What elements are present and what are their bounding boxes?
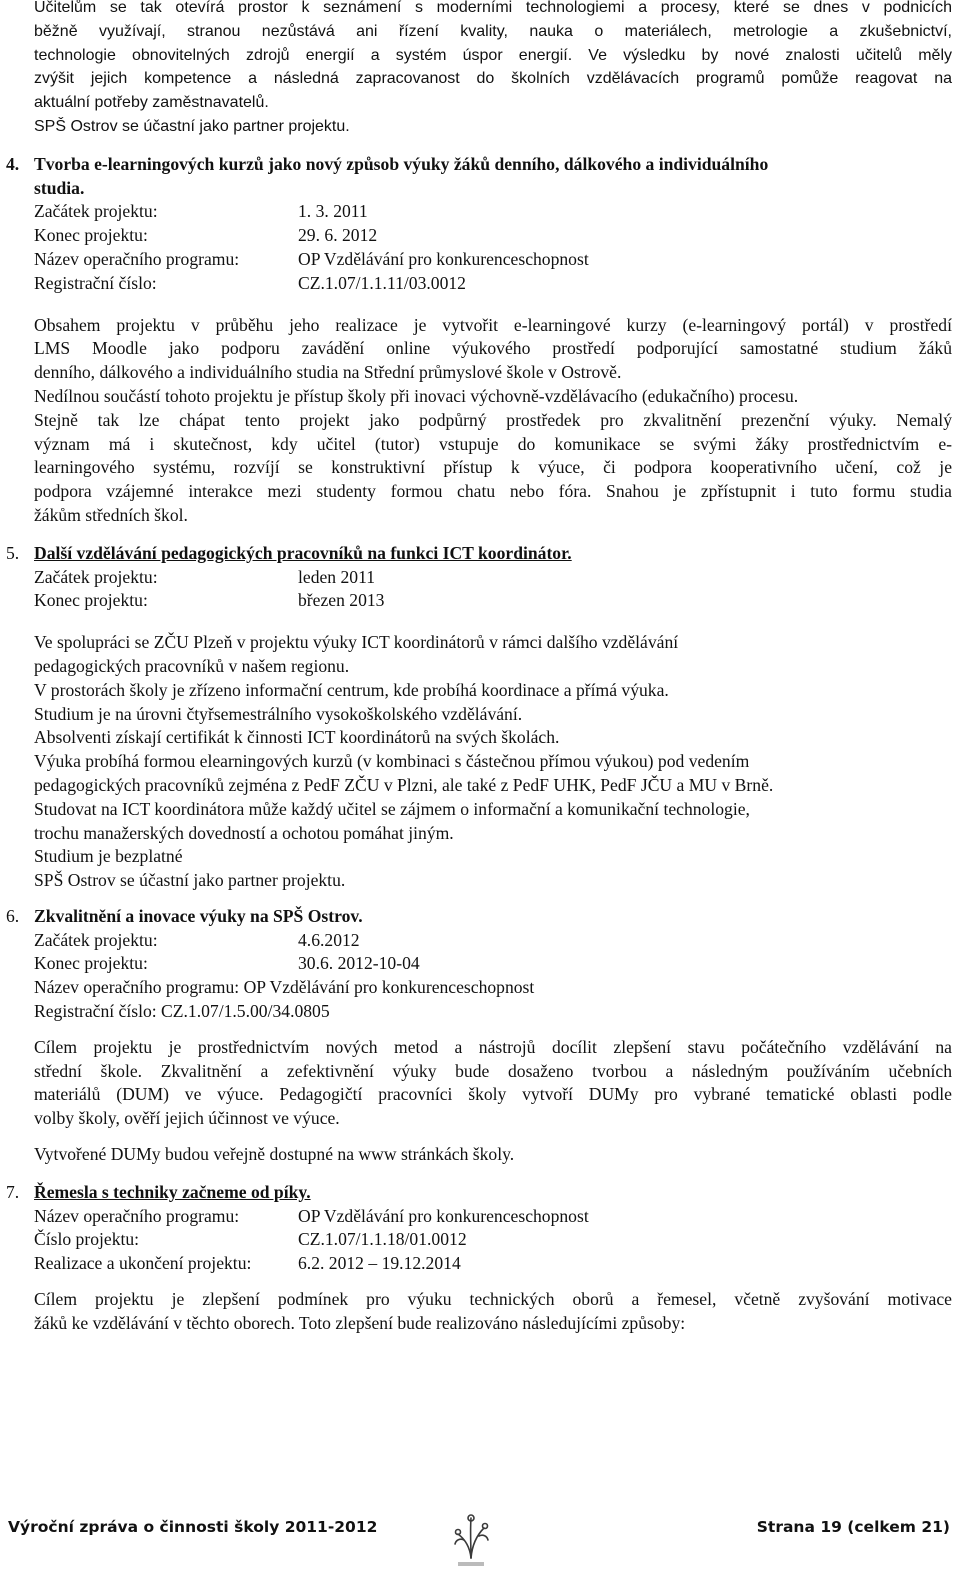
field-value: 1. 3. 2011 (298, 201, 368, 222)
registration-number (34, 272, 952, 296)
closing-line: Vytvořené DUMy budou veřejně dostupné na www stránkách školy. (34, 1144, 515, 1165)
intro-line: technologie obnovitelných zdrojů energií a systém úspor energií. Ve výsledku by nové znalosti učitelů měly (34, 46, 952, 64)
registration-number: Registrační číslo: CZ.1.07/1.5.00/34.0805 (34, 1001, 330, 1022)
section-title: Zkvalitnění a inovace výuky na SPŠ Ostrov. (34, 905, 363, 926)
field-value: 29. 6. 2012 (298, 225, 378, 246)
body-line: pedagogických pracovníků v našem regionu. (34, 655, 350, 676)
project-start (34, 929, 952, 953)
body-line: Obsahem projektu v průběhu jeho realizace je vytvořit e-learningové kurzy (e-learningový portál) v prostředí (34, 314, 952, 335)
field-value: 4.6.2012 (298, 929, 360, 950)
operational-program: Název operačního programu: OP Vzdělávání pro konkurenceschopnost (34, 977, 535, 998)
section-body (34, 1288, 952, 1336)
field-value: OP Vzdělávání pro konkurenceschopnost (298, 248, 589, 269)
field-label: Konec projektu: (34, 590, 148, 611)
field-label: Začátek projektu: (34, 929, 158, 950)
section-title: Tvorba e-learningových kurzů jako nový způsob výuky žáků denního, dálkového a individuálního (34, 153, 769, 174)
body-line: podpora vzájemné interakce mezi studenty formou chatu nebo fóra. Snahou je zpřístupnit i tuto formu studia (34, 481, 952, 502)
school-logo-icon (446, 1510, 496, 1572)
section-heading (6, 542, 952, 566)
intro-line: SPŠ Ostrov se účastní jako partner projektu. (34, 117, 350, 135)
section-heading (6, 1181, 952, 1205)
section-title: Další vzdělávání pedagogických pracovníků na funkci ICT koordinátor. (34, 542, 572, 563)
body-line: Výuka probíhá formou elearningových kurzů (v kombinaci s částečnou přímou výukou) pod vedením (34, 751, 750, 772)
section-title-continuation: studia. (34, 177, 85, 198)
body-line: LMS Moodle jako podporu zavádění online výukového prostředí podporující samostatné studium žáků (34, 338, 952, 359)
project-realization (34, 1252, 952, 1276)
operational-program (34, 1205, 952, 1229)
body-line: V prostorách školy je zřízeno informační centrum, kde probíhá koordinace a přímá výuka. (34, 679, 669, 700)
field-value: 30.6. 2012-10-04 (298, 953, 420, 974)
field-label: Název operačního programu: (34, 248, 240, 269)
project-end (34, 952, 952, 976)
section-6 (6, 905, 952, 1167)
section-number: 4. (6, 153, 20, 174)
intro-paragraph (34, 0, 952, 139)
field-value: 6.2. 2012 – 19.12.2014 (298, 1253, 461, 1274)
body-line: Cílem projektu je zlepšení podmínek pro výuku technických oborů a řemesel, včetně zvyšování motivace (34, 1289, 952, 1310)
field-label: Číslo projektu: (34, 1229, 140, 1250)
body-line: pedagogických pracovníků zejména z PedF ZČU v Plzni, ale také z PedF UHK, PedF JČU a MU v Brně. (34, 774, 774, 795)
section-body (34, 631, 952, 893)
project-number (34, 1228, 952, 1252)
body-line: žákům středních škol. (34, 504, 188, 525)
body-line: Absolventi získají certifikát k činnosti ICT koordinátorů na svých školách. (34, 727, 560, 748)
intro-line: běžně využívají, stranou nezůstává ani řízení kvality, nauka o materiálech, metrologie a zkušebnictví, (34, 22, 952, 40)
section-number: 7. (6, 1181, 20, 1202)
field-label: Konec projektu: (34, 953, 148, 974)
field-label: Registrační číslo: (34, 272, 157, 293)
body-line: Ve spolupráci se ZČU Plzeň v projektu výuky ICT koordinátorů v rámci dalšího vzdělávání (34, 632, 679, 653)
section-4 (6, 153, 952, 528)
field-value: leden 2011 (298, 566, 376, 587)
section-heading (6, 153, 952, 177)
section-7 (6, 1181, 952, 1336)
field-label: Realizace a ukončení projektu: (34, 1253, 252, 1274)
operational-program (34, 248, 952, 272)
field-label: Konec projektu: (34, 225, 148, 246)
section-5 (6, 542, 952, 893)
section-heading (6, 905, 952, 929)
field-value: OP Vzdělávání pro konkurenceschopnost (298, 1205, 589, 1226)
section-title: Řemesla s techniky začneme od píky. (34, 1181, 311, 1202)
field-label: Začátek projektu: (34, 566, 158, 587)
body-line: význam má i skutečnost, kdy učitel (tutor) vstupuje do komunikace se svými žáky prostřednictvím e- (34, 433, 952, 454)
body-line: Stejně tak lze chápat tento projekt jako podpůrný prostředek pro zkvalitnění prezenční výuky. Nemalý (34, 409, 952, 430)
document-page (6, 0, 952, 1336)
footer-title: Výroční zpráva o činnosti školy 2011-2012 (8, 1518, 378, 1536)
body-line: SPŠ Ostrov se účastní jako partner projektu. (34, 870, 346, 891)
body-line: Nedílnou součástí tohoto projektu je přístup školy při inovaci výchovně-vzdělávacího (edukačního) procesu. (34, 385, 799, 406)
body-line: volby školy, ověří jejich účinnost ve výuce. (34, 1108, 340, 1129)
section-number: 5. (6, 542, 20, 563)
body-line: materiálů (DUM) ve výuce. Pedagogičtí pracovníci školy vytvoří DUMy pro vybrané tematické oblasti podle (34, 1084, 952, 1105)
body-line: Studium je na úrovni čtyřsemestrálního vysokoškolského vzdělávání. (34, 703, 523, 724)
body-line: žáků ke vzdělávání v těchto oborech. Toto zlepšení bude realizováno následujícími způsoby: (34, 1312, 686, 1333)
intro-line: aktuální potřeby zaměstnavatelů. (34, 94, 269, 112)
project-end (34, 224, 952, 248)
field-label: Název operačního programu: (34, 1205, 240, 1226)
intro-line: zvýšit jejich kompetence a následná zapracovanost do školních vzdělávacích programů pomůže reagovat na (34, 70, 952, 88)
body-line: Studovat na ICT koordinátora může každý učitel se zájmem o informační a komunikační technologie, (34, 798, 750, 819)
intro-line: Učitelům se tak otevírá prostor k seznámení s moderními technologiemi a procesy, které se dnes v podnicích (34, 0, 952, 16)
section-number: 6. (6, 905, 20, 926)
body-line: learningového systému, rozvíjí se konstruktivní přístup k výuce, či podpora kooperativního učení, což je (34, 457, 952, 478)
project-start (34, 200, 952, 224)
field-value: březen 2013 (298, 590, 385, 611)
section-body (34, 314, 952, 528)
body-line: trochu manažerských dovedností a ochotou pomáhat jiným. (34, 822, 454, 843)
body-line: denního, dálkového a individuálního studia na Střední průmyslové škole v Ostrově. (34, 362, 622, 383)
field-value: CZ.1.07/1.1.18/01.0012 (298, 1229, 467, 1250)
body-line: Studium je bezplatné (34, 846, 183, 867)
field-label: Začátek projektu: (34, 201, 158, 222)
body-line: střední škole. Zkvalitnění a zefektivnění výuky bude dosaženo tvorbou a následným používáním učebních (34, 1060, 952, 1081)
body-line: Cílem projektu je prostřednictvím nových metod a nástrojů docílit zlepšení stavu počátečního vzdělávání na (34, 1036, 952, 1057)
field-value: CZ.1.07/1.1.11/03.0012 (298, 272, 466, 293)
project-end (34, 589, 952, 613)
page-number: Strana 19 (celkem 21) (756, 1518, 950, 1536)
project-start (34, 566, 952, 590)
section-body (34, 1036, 952, 1131)
